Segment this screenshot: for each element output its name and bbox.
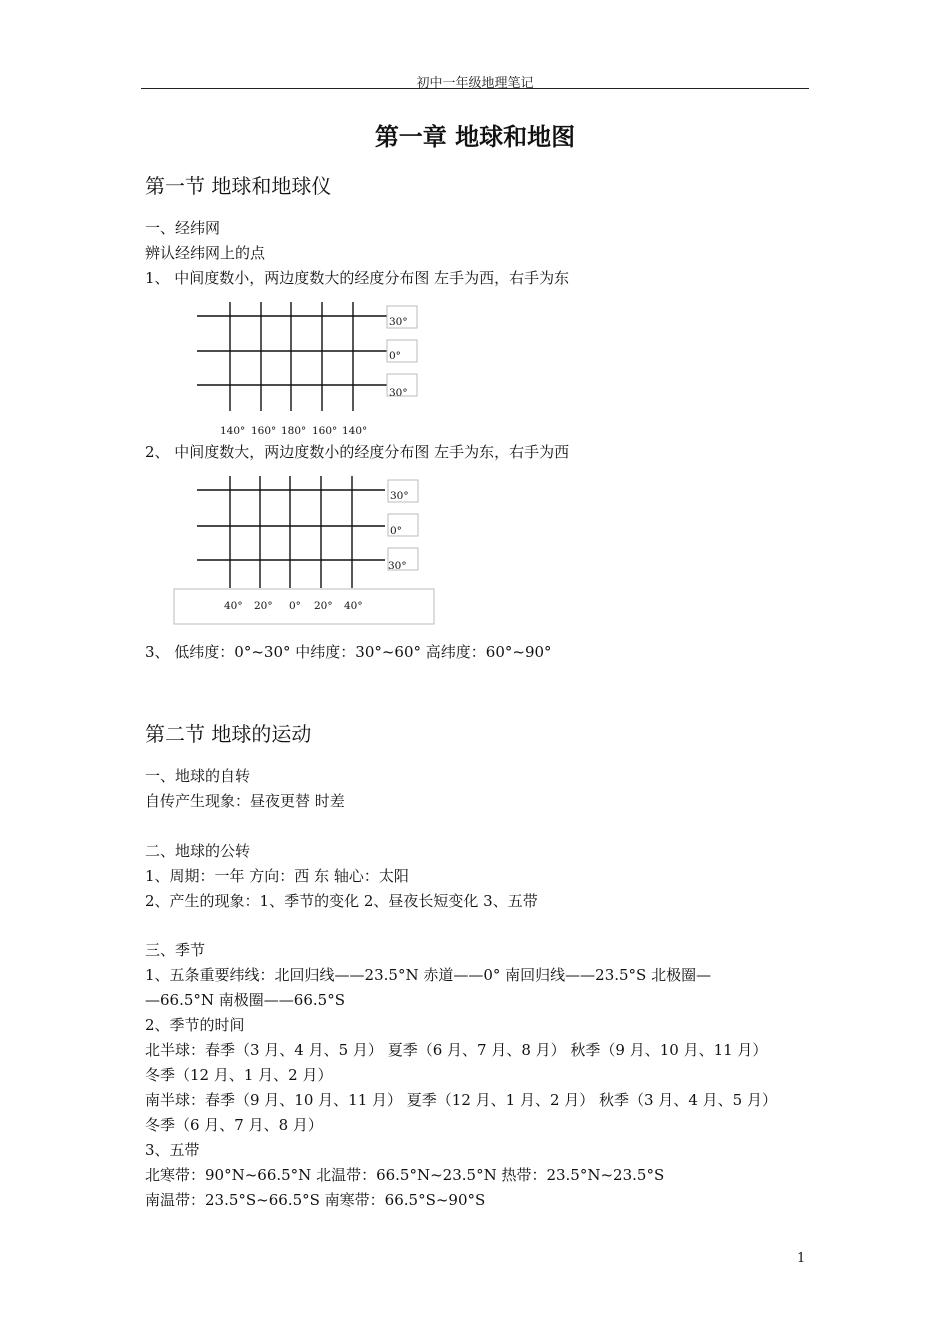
text-line: 南半球：春季（9 月、10 月、11 月） 夏季（12 月、1 月、2 月） 秋季（3 月、4 月、5 月） (145, 1091, 777, 1109)
lon-label: 20° (314, 600, 333, 612)
lat-label: 30° (389, 387, 408, 399)
page-number: 1 (797, 1251, 806, 1266)
section-heading-2: 第二节 地球的运动 (145, 722, 312, 746)
lon-label: 0° (289, 600, 301, 612)
lat-label: 0° (390, 525, 402, 537)
lon-label: 140° (220, 425, 246, 437)
text-line: 北半球：春季（3 月、4 月、5 月） 夏季（6 月、7 月、8 月） 秋季（9 月、10 月、11 月） (145, 1041, 768, 1059)
lat-label: 30° (389, 316, 408, 328)
lon-label: 160° (312, 425, 338, 437)
subheading-revolution: 二、地球的公转 (145, 842, 251, 860)
text-line: 北寒带：90°N~66.5°N 北温带：66.5°N~23.5°N 热带：23.5°N~23.5°S (145, 1166, 665, 1184)
lat-label: 0° (389, 350, 401, 362)
text-line: 南温带：23.5°S~66.5°S 南寒带：66.5°S~90°S (145, 1191, 486, 1209)
text-line: 1、五条重要纬线：北回归线——23.5°N 赤道——0° 南回归线——23.5°S 北极圈— (145, 966, 712, 984)
lon-label: 140° (342, 425, 368, 437)
text-line: 1、周期：一年 方向：西 东 轴心：太阳 (145, 867, 409, 885)
lon-label: 40° (344, 600, 363, 612)
lat-label: 30° (388, 560, 407, 572)
subheading-seasons: 三、季节 (145, 941, 206, 959)
list-item-2: 2、 中间度数大，两边度数小的经度分布图 左手为东，右手为西 (145, 443, 570, 461)
graticule-diagram-1 (190, 298, 430, 440)
text-line: 冬季（6 月、7 月、8 月） (145, 1116, 323, 1134)
lon-label: 20° (254, 600, 273, 612)
running-header: 初中一年级地理笔记 (416, 76, 534, 91)
lon-label: 40° (224, 600, 243, 612)
lon-label: 160° (251, 425, 277, 437)
text-line: 3、五带 (145, 1141, 200, 1159)
subheading-rotation: 一、地球的自转 (145, 767, 251, 785)
chapter-title: 第一章 地球和地图 (374, 123, 576, 151)
header-rule (141, 88, 809, 89)
lon-label: 180° (281, 425, 307, 437)
section-heading-1: 第一节 地球和地球仪 (145, 174, 332, 198)
text-line: 2、产生的现象：1、季节的变化 2、昼夜长短变化 3、五带 (145, 892, 538, 910)
text-line: 2、季节的时间 (145, 1016, 245, 1034)
text-line: —66.5°N 南极圈——66.5°S (145, 991, 345, 1009)
graticule-diagram-2 (172, 472, 437, 628)
list-item-3: 3、 低纬度：0°~30° 中纬度：30°~60° 高纬度：60°~90° (145, 643, 552, 661)
list-item-1: 1、 中间度数小，两边度数大的经度分布图 左手为西，右手为东 (145, 269, 570, 287)
text-line: 辨认经纬网上的点 (145, 244, 266, 262)
text-line: 自传产生现象：昼夜更替 时差 (145, 792, 345, 810)
subheading-graticule: 一、经纬网 (145, 219, 221, 237)
lat-label: 30° (390, 490, 409, 502)
text-line: 冬季（12 月、1 月、2 月） (145, 1066, 333, 1084)
